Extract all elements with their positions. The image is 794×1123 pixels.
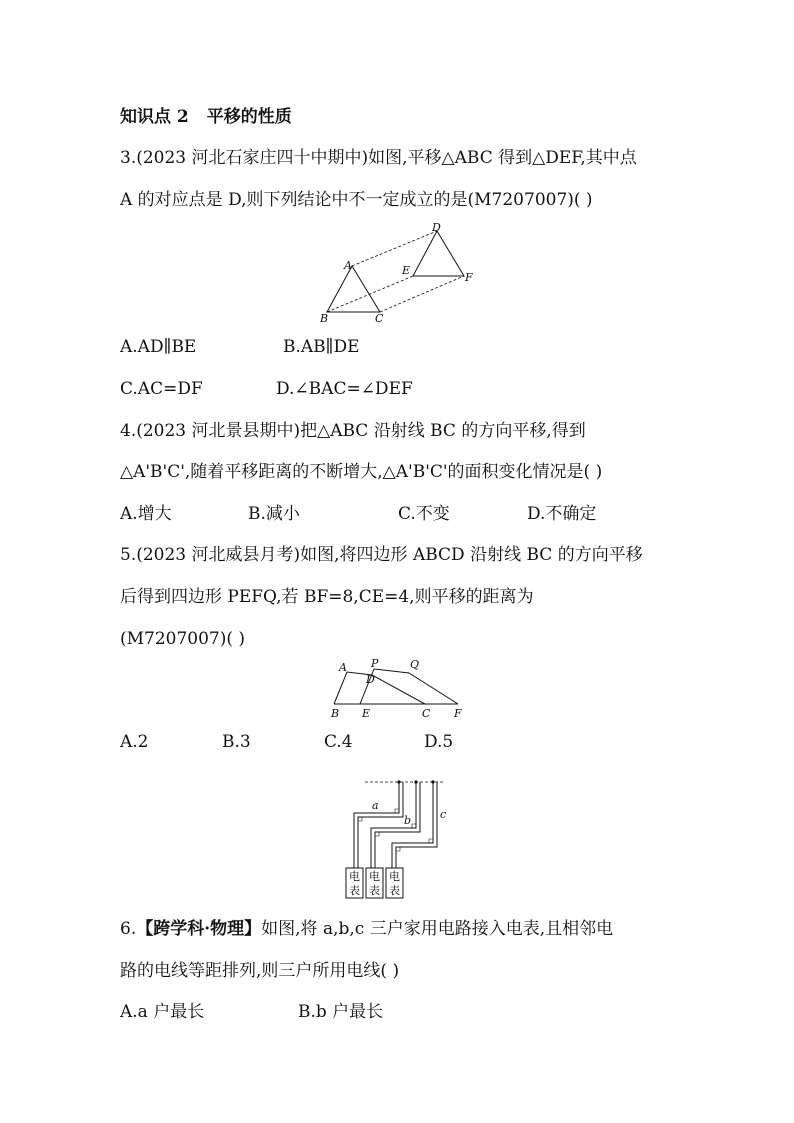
q4-option-b: B.减小 (248, 504, 300, 524)
q5-figure (326, 656, 476, 724)
svg-text:表: 表 (369, 884, 380, 897)
q4-option-a: A.增大 (120, 504, 172, 524)
svg-text:电: 电 (349, 870, 360, 883)
label-c: c (440, 808, 447, 821)
q3-option-a: A.AD∥BE (120, 337, 197, 357)
q5-stem-line1: 5.(2023 河北威县月考)如图,将四边形 ABCD 沿射线 BC 的方向平移 (120, 545, 643, 565)
dashed-cf (380, 276, 464, 312)
label-B: B (320, 312, 329, 325)
q6-option-b: B.b 户最长 (298, 1002, 384, 1022)
q6-stem-line2: 路的电线等距排列,则三户所用电线( ) (120, 961, 400, 981)
label-E: E (402, 264, 411, 277)
q5-option-a: A.2 (120, 732, 149, 752)
section-title: 平移的性质 (206, 107, 292, 127)
svg-text:表: 表 (349, 884, 360, 897)
triangle-abc (327, 266, 380, 312)
label-P: P (371, 657, 379, 670)
label-A: A (344, 259, 352, 272)
wire-c (392, 782, 433, 868)
label-b: b (404, 814, 412, 827)
q6-option-a: A.a 户最长 (120, 1002, 205, 1022)
q6-figure (330, 776, 450, 900)
label-C: C (375, 312, 384, 325)
svg-text:电: 电 (369, 870, 380, 883)
q4-option-d: D.不确定 (527, 504, 597, 524)
q6-stem-line1: 6.【跨学科·物理】如图,将 a,b,c 三户家用电路接入电表,且相邻电 (120, 919, 614, 939)
q5-option-c: C.4 (324, 732, 353, 752)
q3-stem-line2: A 的对应点是 D,则下列结论中不一定成立的是(M7207007)( ) (120, 190, 593, 210)
svg-text:电: 电 (389, 870, 400, 883)
svg-text:表: 表 (389, 884, 400, 897)
label-F: F (465, 271, 473, 284)
q5-stem-line2: 后得到四边形 PEFQ,若 BF=8,CE=4,则平移的距离为 (120, 587, 534, 607)
q3-option-c: C.AC=DF (120, 379, 203, 399)
q4-option-c: C.不变 (398, 504, 450, 524)
q3-option-d: D.∠BAC=∠DEF (276, 379, 413, 399)
section-heading (120, 106, 292, 128)
label-D: D (366, 673, 375, 686)
label-E: E (362, 707, 371, 720)
label-B: B (331, 707, 340, 720)
q5-option-d: D.5 (424, 732, 454, 752)
q5-option-b: B.3 (222, 732, 251, 752)
label-a: a (372, 799, 379, 812)
q4-stem-line1: 4.(2023 河北景县期中)把△ABC 沿射线 BC 的方向平移,得到 (120, 421, 586, 441)
label-Q: Q (410, 658, 420, 671)
q3-stem-line1: 3.(2023 河北石家庄四十中期中)如图,平移△ABC 得到△DEF,其中点 (120, 148, 637, 168)
label-C: C (422, 707, 431, 720)
q6-tag: 【跨学科·物理】 (136, 919, 262, 939)
dashed-ad (352, 231, 437, 266)
quad-abcd (334, 672, 425, 704)
label-A: A (339, 661, 347, 674)
triangle-def (413, 231, 464, 276)
q5-stem-line3: (M7207007)( ) (120, 629, 246, 649)
q3-figure (318, 222, 488, 324)
q3-option-b: B.AB∥DE (283, 337, 360, 357)
label-F: F (454, 707, 462, 720)
label-D: D (432, 221, 441, 234)
dashed-be (327, 276, 413, 312)
q4-stem-line2: △A'B'C',随着平移距离的不断增大,△A'B'C'的面积变化情况是( ) (120, 462, 603, 482)
section-label: 知识点 2 (120, 107, 189, 127)
q6-stem-line1-rest: 如图,将 a,b,c 三户家用电路接入电表,且相邻电 (261, 919, 614, 939)
